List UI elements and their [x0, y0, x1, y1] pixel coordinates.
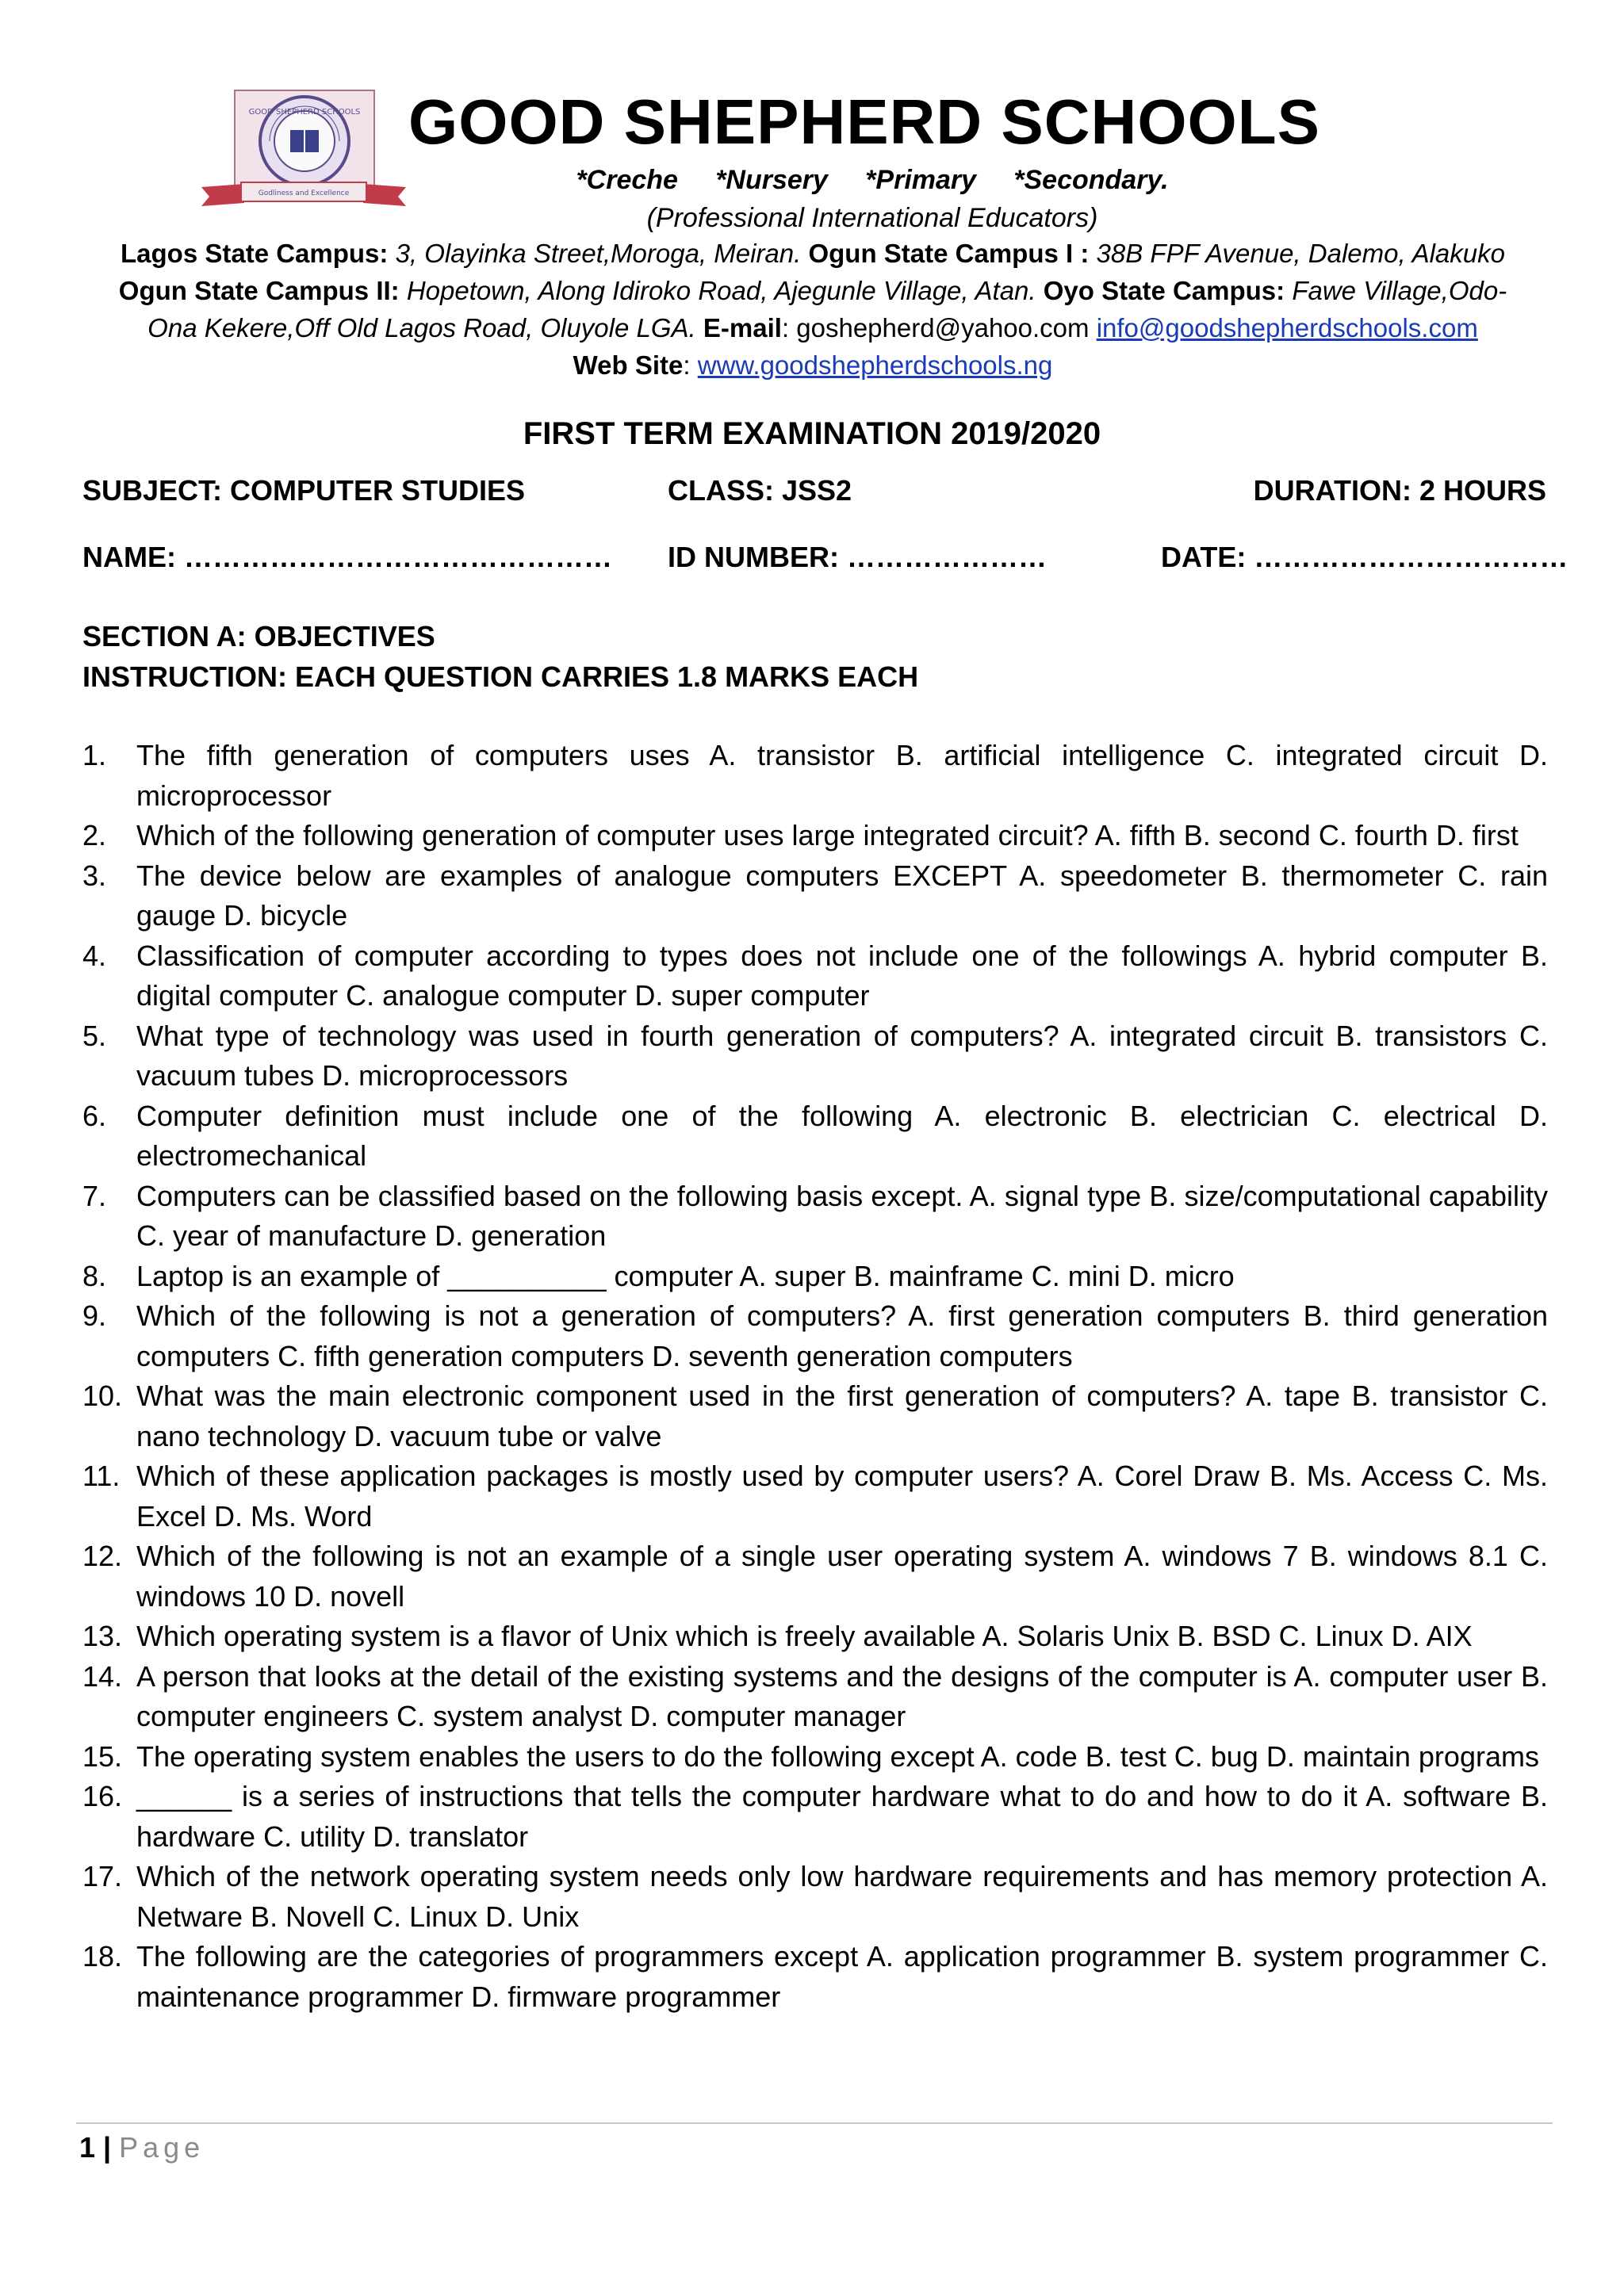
section-instruction: INSTRUCTION: EACH QUESTION CARRIES 1.8 MARKS EACH	[82, 660, 919, 693]
ogun-campus-1-label: Ogun State Campus I :	[808, 239, 1090, 268]
question-text: Laptop is an example of __________ computer A. super B. mainframe C. mini D. micro	[136, 1259, 1235, 1292]
email-secondary-link[interactable]: info@goodshepherdschools.com	[1096, 313, 1478, 342]
website-label: Web Site	[573, 350, 684, 380]
question-text: The following are the categories of programmers except A. application programmer B. system programmer C. maintenance programmer D. firmware programmer	[136, 1940, 1548, 2013]
question-item	[82, 1376, 1548, 1456]
question-item	[82, 1257, 1548, 1297]
date-field: DATE: ……………………………	[1161, 541, 1568, 573]
question-item	[82, 736, 1548, 816]
website-link[interactable]: www.goodshepherdschools.ng	[697, 350, 1053, 380]
question-number: 8.	[82, 1259, 107, 1292]
ogun-campus-1-address: 38B FPF Avenue, Dalemo, Alakuko	[1096, 239, 1505, 268]
subject-field: SUBJECT: COMPUTER STUDIES	[82, 474, 526, 507]
question-text: The operating system enables the users to do the following except A. code B. test C. bug D. maintain programs	[136, 1739, 1539, 1773]
question-text: Which operating system is a flavor of Unix which is freely available A. Solaris Unix B. BSD C. Linux D. AIX	[136, 1620, 1473, 1652]
oyo-campus-label: Oyo State Campus:	[1043, 276, 1285, 305]
question-item	[82, 1777, 1548, 1857]
ogun-campus-2-label: Ogun State Campus II:	[118, 276, 400, 305]
question-number: 13.	[82, 1620, 123, 1652]
question-text: Computers can be classified based on the following basis except. A. signal type B. size/computational capability C. year of manufacture D. generation	[136, 1179, 1548, 1252]
question-item	[82, 1737, 1548, 1777]
school-tagline: (Professional International Educators)	[646, 203, 1098, 233]
question-text: Which of the following is not a generation of computers? A. first generation computers B. third generation computers C. fifth generation computers D. seventh generation computers	[136, 1299, 1548, 1372]
school-name: GOOD SHEPHERD SCHOOLS	[408, 86, 1321, 157]
duration-field: DURATION: 2 HOURS	[1253, 474, 1546, 507]
question-number: 15.	[82, 1739, 123, 1773]
oyo-campus-address: Fawe Village,Odo-	[1292, 276, 1507, 305]
question-text: The fifth generation of computers uses A. transistor B. artificial intelligence C. integrated circuit D. microprocessor	[136, 739, 1548, 812]
question-number: 3.	[82, 859, 107, 892]
question-item	[82, 1177, 1548, 1257]
email-primary: : goshepherd@yahoo.com	[781, 313, 1097, 342]
logo-motto: Godliness and Excellence	[258, 189, 350, 197]
question-text: What type of technology was used in fourth generation of computers? A. integrated circuit B. transistors C. vacuum tubes D. microprocessors	[136, 1019, 1548, 1092]
question-text: Which of the following generation of computer uses large integrated circuit? A. fifth B. second C. fourth D. first	[136, 819, 1519, 851]
lagos-campus-address: 3, Olayinka Street,Moroga, Meiran.	[395, 239, 802, 268]
page-number: 1	[79, 2131, 96, 2164]
question-item	[82, 1096, 1548, 1177]
question-number: 16.	[82, 1780, 123, 1812]
campus-line-4	[79, 346, 1546, 384]
question-item	[82, 1937, 1548, 2017]
question-item	[82, 816, 1548, 856]
question-item	[82, 1536, 1548, 1617]
school-levels: *Creche *Nursery *Primary *Secondary.	[576, 165, 1169, 195]
question-item	[82, 1456, 1548, 1536]
question-text: What was the main electronic component used in the first generation of computers? A. tape B. transistor C. nano technology D. vacuum tube or valve	[136, 1380, 1548, 1452]
question-number: 11.	[82, 1460, 121, 1492]
id-number-field: ID NUMBER: …………………	[668, 541, 1047, 573]
question-number: 18.	[82, 1940, 123, 1973]
question-text: The device below are examples of analogue computers EXCEPT A. speedometer B. thermometer C. rain gauge D. bicycle	[136, 859, 1548, 932]
name-field: NAME: ………………………………………	[82, 541, 612, 573]
question-text: A person that looks at the detail of the existing systems and the designs of the computer is A. computer user B. computer engineers C. system analyst D. computer manager	[136, 1659, 1548, 1732]
oyo-campus-address-cont: Ona Kekere,Off Old Lagos Road, Oluyole LGA.	[147, 313, 696, 342]
page-footer	[79, 2128, 205, 2168]
question-text: Which of the network operating system needs only low hardware requirements and has memory protection A. Netware B. Novell C. Linux D. Unix	[136, 1860, 1548, 1933]
question-item	[82, 1857, 1548, 1937]
question-number: 2.	[82, 819, 107, 851]
footer-divider	[76, 2122, 1553, 2124]
question-number: 6.	[82, 1099, 107, 1132]
logo-text: GOOD SHEPHERD SCHOOLS	[248, 108, 361, 117]
website-separator: :	[683, 350, 698, 380]
question-text: Computer definition must include one of the following A. electronic B. electrician C. electrical D. electromechanical	[136, 1099, 1548, 1172]
exam-title: FIRST TERM EXAMINATION 2019/2020	[523, 416, 1101, 451]
section-title: SECTION A: OBJECTIVES	[82, 620, 435, 652]
page-separator: |	[95, 2131, 120, 2164]
question-number: 7.	[82, 1179, 107, 1212]
question-text: ______ is a series of instructions that tells the computer hardware what to do and how to do it A. software B. hardware C. utility D. translator	[136, 1780, 1548, 1853]
question-number: 9.	[82, 1299, 107, 1332]
page-word: Page	[119, 2131, 205, 2164]
question-list	[82, 736, 1548, 2017]
ogun-campus-2-address: Hopetown, Along Idiroko Road, Ajegunle Village, Atan.	[406, 276, 1036, 305]
question-text: Which of the following is not an example of a single user operating system A. windows 7 B. windows 8.1 C. windows 10 D. novell	[136, 1540, 1548, 1613]
question-number: 1.	[82, 739, 107, 771]
email-label: E-mail	[703, 313, 782, 342]
question-item	[82, 1016, 1548, 1096]
question-number: 14.	[82, 1659, 123, 1693]
question-number: 4.	[82, 939, 107, 972]
question-text: Classification of computer according to types does not include one of the followings A. hybrid computer B. digital computer C. analogue computer D. super computer	[136, 939, 1548, 1012]
lagos-campus-label: Lagos State Campus:	[121, 239, 389, 268]
question-text: Which of these application packages is mostly used by computer users? A. Corel Draw B. Ms. Access C. Ms. Excel D. Ms. Word	[136, 1460, 1548, 1533]
question-number: 10.	[82, 1380, 123, 1412]
campus-line-3	[79, 309, 1546, 346]
class-field: CLASS: JSS2	[668, 474, 852, 507]
question-item	[82, 856, 1548, 936]
question-number: 12.	[82, 1540, 123, 1572]
question-item	[82, 1657, 1548, 1737]
campus-line-1	[79, 235, 1546, 272]
question-item	[82, 936, 1548, 1016]
campus-line-2	[79, 272, 1546, 309]
question-item	[82, 1296, 1548, 1376]
question-item	[82, 1617, 1548, 1657]
question-number: 5.	[82, 1019, 107, 1052]
question-number: 17.	[82, 1860, 123, 1892]
